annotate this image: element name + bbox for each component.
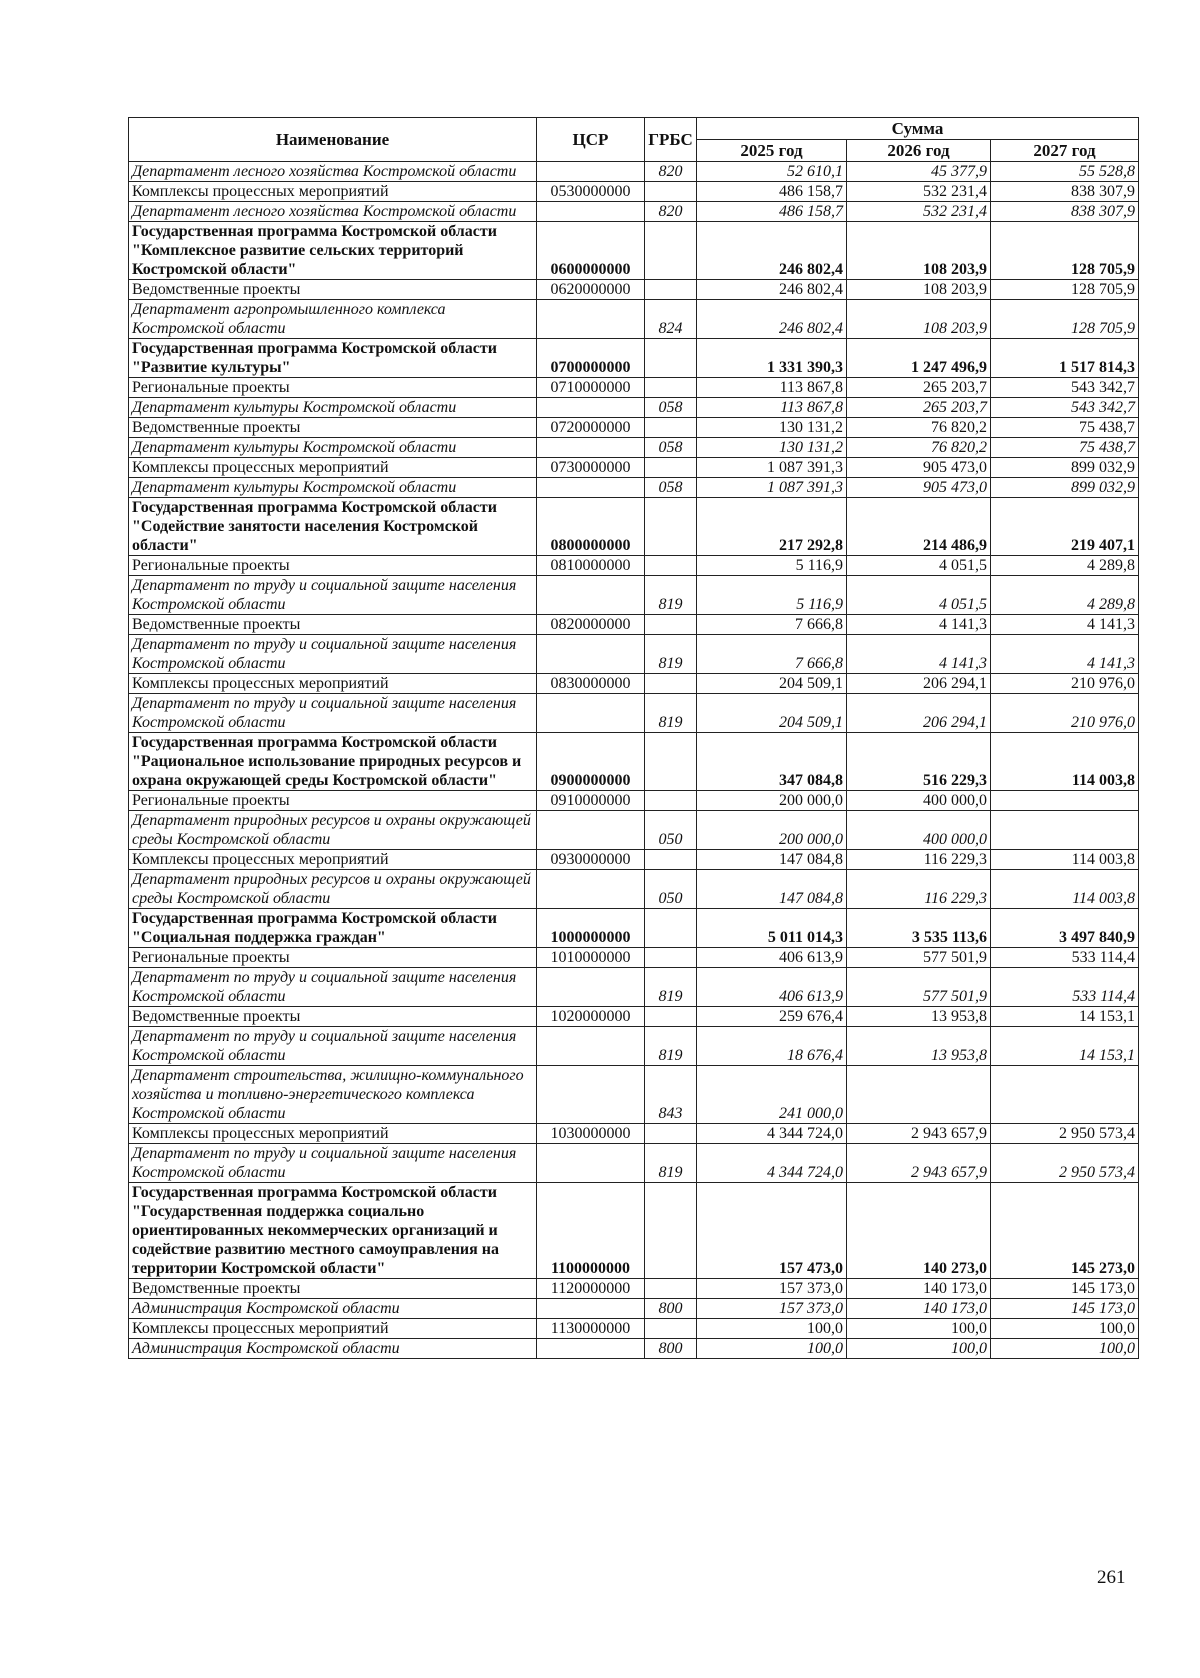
row-amount-2026: 532 231,4 xyxy=(847,202,991,222)
row-grbs-code xyxy=(645,1279,697,1299)
row-amount-2025: 7 666,8 xyxy=(697,615,847,635)
row-csr-code: 1130000000 xyxy=(537,1319,645,1339)
table-row xyxy=(129,694,1139,733)
table-row xyxy=(129,1124,1139,1144)
row-csr-code: 0820000000 xyxy=(537,615,645,635)
row-csr-code xyxy=(537,576,645,615)
row-amount-2026: 206 294,1 xyxy=(847,674,991,694)
row-grbs-code xyxy=(645,850,697,870)
table-row xyxy=(129,556,1139,576)
table-row xyxy=(129,498,1139,556)
row-amount-2027: 100,0 xyxy=(991,1339,1139,1359)
row-name: Региональные проекты xyxy=(129,948,537,968)
row-amount-2027: 210 976,0 xyxy=(991,674,1139,694)
row-csr-code: 0730000000 xyxy=(537,458,645,478)
row-grbs-code xyxy=(645,458,697,478)
table-row xyxy=(129,398,1139,418)
row-grbs-code: 824 xyxy=(645,300,697,339)
table-row xyxy=(129,968,1139,1007)
row-csr-code: 0810000000 xyxy=(537,556,645,576)
row-amount-2025: 347 084,8 xyxy=(697,733,847,791)
row-amount-2026: 265 203,7 xyxy=(847,398,991,418)
row-grbs-code xyxy=(645,1007,697,1027)
row-amount-2027: 2 950 573,4 xyxy=(991,1124,1139,1144)
row-amount-2025: 113 867,8 xyxy=(697,378,847,398)
row-amount-2027: 838 307,9 xyxy=(991,182,1139,202)
row-name: Департамент природных ресурсов и охраны окружающей среды Костромской области xyxy=(129,870,537,909)
table-row xyxy=(129,300,1139,339)
row-grbs-code: 819 xyxy=(645,1144,697,1183)
row-grbs-code: 800 xyxy=(645,1299,697,1319)
row-amount-2026: 577 501,9 xyxy=(847,948,991,968)
row-amount-2025: 1 087 391,3 xyxy=(697,458,847,478)
table-row xyxy=(129,280,1139,300)
row-name: Государственная программа Костромской области "Рациональное использование природных ресурсов и охрана окружающей среды Костромской области" xyxy=(129,733,537,791)
table-row xyxy=(129,458,1139,478)
table-row xyxy=(129,576,1139,615)
row-name: Департамент культуры Костромской области xyxy=(129,478,537,498)
header-csr: ЦСР xyxy=(537,118,645,162)
row-csr-code: 0900000000 xyxy=(537,733,645,791)
row-amount-2027: 543 342,7 xyxy=(991,378,1139,398)
table-row xyxy=(129,1183,1139,1279)
row-amount-2025: 200 000,0 xyxy=(697,791,847,811)
table-row xyxy=(129,202,1139,222)
row-amount-2027: 3 497 840,9 xyxy=(991,909,1139,948)
row-amount-2027: 128 705,9 xyxy=(991,300,1139,339)
row-amount-2025: 147 084,8 xyxy=(697,870,847,909)
row-grbs-code: 819 xyxy=(645,635,697,674)
budget-table xyxy=(128,117,1139,1359)
row-amount-2026: 532 231,4 xyxy=(847,182,991,202)
row-amount-2026: 3 535 113,6 xyxy=(847,909,991,948)
row-grbs-code xyxy=(645,339,697,378)
table-row xyxy=(129,1299,1139,1319)
row-amount-2027: 114 003,8 xyxy=(991,733,1139,791)
row-amount-2027: 75 438,7 xyxy=(991,418,1139,438)
row-name: Администрация Костромской области xyxy=(129,1339,537,1359)
row-amount-2027: 55 528,8 xyxy=(991,162,1139,182)
header-year-2026: 2026 год xyxy=(847,140,991,162)
row-csr-code: 1000000000 xyxy=(537,909,645,948)
row-name: Департамент по труду и социальной защите населения Костромской области xyxy=(129,1027,537,1066)
row-amount-2026: 76 820,2 xyxy=(847,418,991,438)
row-amount-2026: 76 820,2 xyxy=(847,438,991,458)
row-grbs-code xyxy=(645,791,697,811)
row-grbs-code xyxy=(645,182,697,202)
row-grbs-code: 800 xyxy=(645,1339,697,1359)
row-amount-2027: 838 307,9 xyxy=(991,202,1139,222)
row-amount-2026: 214 486,9 xyxy=(847,498,991,556)
row-csr-code: 0700000000 xyxy=(537,339,645,378)
row-amount-2027: 145 273,0 xyxy=(991,1183,1139,1279)
row-amount-2027: 899 032,9 xyxy=(991,458,1139,478)
row-grbs-code xyxy=(645,948,697,968)
row-amount-2025: 246 802,4 xyxy=(697,222,847,280)
row-name: Региональные проекты xyxy=(129,556,537,576)
row-name: Ведомственные проекты xyxy=(129,280,537,300)
row-amount-2027: 14 153,1 xyxy=(991,1007,1139,1027)
table-row xyxy=(129,615,1139,635)
table-row xyxy=(129,1319,1139,1339)
row-csr-code xyxy=(537,1299,645,1319)
row-csr-code xyxy=(537,1144,645,1183)
row-amount-2026: 108 203,9 xyxy=(847,222,991,280)
row-amount-2027 xyxy=(991,1066,1139,1124)
row-csr-code xyxy=(537,398,645,418)
row-amount-2026 xyxy=(847,1066,991,1124)
row-amount-2027: 4 141,3 xyxy=(991,635,1139,674)
row-grbs-code: 819 xyxy=(645,694,697,733)
row-csr-code: 1120000000 xyxy=(537,1279,645,1299)
row-amount-2026: 4 141,3 xyxy=(847,635,991,674)
row-grbs-code: 819 xyxy=(645,968,697,1007)
row-grbs-code xyxy=(645,733,697,791)
row-amount-2025: 486 158,7 xyxy=(697,202,847,222)
row-csr-code: 0530000000 xyxy=(537,182,645,202)
table-row xyxy=(129,1339,1139,1359)
row-name: Государственная программа Костромской области "Комплексное развитие сельских территорий Костромской области" xyxy=(129,222,537,280)
header-year-2025: 2025 год xyxy=(697,140,847,162)
row-name: Департамент по труду и социальной защите населения Костромской области xyxy=(129,635,537,674)
row-amount-2025: 204 509,1 xyxy=(697,694,847,733)
row-grbs-code: 050 xyxy=(645,870,697,909)
row-grbs-code: 819 xyxy=(645,1027,697,1066)
row-grbs-code: 058 xyxy=(645,398,697,418)
row-name: Администрация Костромской области xyxy=(129,1299,537,1319)
row-amount-2027: 4 289,8 xyxy=(991,556,1139,576)
row-name: Региональные проекты xyxy=(129,791,537,811)
row-name: Комплексы процессных мероприятий xyxy=(129,850,537,870)
row-grbs-code xyxy=(645,674,697,694)
row-csr-code: 0930000000 xyxy=(537,850,645,870)
row-amount-2025: 100,0 xyxy=(697,1339,847,1359)
row-name: Департамент агропромышленного комплекса Костромской области xyxy=(129,300,537,339)
row-amount-2026: 516 229,3 xyxy=(847,733,991,791)
table-row xyxy=(129,1066,1139,1124)
table-row xyxy=(129,1027,1139,1066)
row-grbs-code xyxy=(645,1319,697,1339)
row-csr-code: 0620000000 xyxy=(537,280,645,300)
row-grbs-code: 050 xyxy=(645,811,697,850)
table-row xyxy=(129,909,1139,948)
row-name: Департамент лесного хозяйства Костромской области xyxy=(129,202,537,222)
row-amount-2025: 18 676,4 xyxy=(697,1027,847,1066)
row-amount-2025: 130 131,2 xyxy=(697,438,847,458)
row-amount-2026: 577 501,9 xyxy=(847,968,991,1007)
row-grbs-code xyxy=(645,556,697,576)
row-amount-2025: 1 087 391,3 xyxy=(697,478,847,498)
row-name: Комплексы процессных мероприятий xyxy=(129,1319,537,1339)
row-amount-2025: 5 116,9 xyxy=(697,556,847,576)
row-amount-2025: 259 676,4 xyxy=(697,1007,847,1027)
row-name: Департамент культуры Костромской области xyxy=(129,438,537,458)
row-amount-2026: 108 203,9 xyxy=(847,300,991,339)
row-name: Комплексы процессных мероприятий xyxy=(129,1124,537,1144)
row-amount-2027: 145 173,0 xyxy=(991,1299,1139,1319)
row-amount-2025: 113 867,8 xyxy=(697,398,847,418)
row-name: Департамент культуры Костромской области xyxy=(129,398,537,418)
row-csr-code: 1020000000 xyxy=(537,1007,645,1027)
row-amount-2026: 108 203,9 xyxy=(847,280,991,300)
row-csr-code: 0710000000 xyxy=(537,378,645,398)
row-name: Комплексы процессных мероприятий xyxy=(129,182,537,202)
table-row xyxy=(129,162,1139,182)
table-row xyxy=(129,182,1139,202)
row-grbs-code: 819 xyxy=(645,576,697,615)
row-name: Государственная программа Костромской области "Содействие занятости населения Костромской области" xyxy=(129,498,537,556)
table-row xyxy=(129,1007,1139,1027)
row-amount-2026: 400 000,0 xyxy=(847,791,991,811)
table-row xyxy=(129,870,1139,909)
row-amount-2025: 5 116,9 xyxy=(697,576,847,615)
row-csr-code xyxy=(537,300,645,339)
row-csr-code: 1030000000 xyxy=(537,1124,645,1144)
row-csr-code xyxy=(537,694,645,733)
table-row xyxy=(129,635,1139,674)
row-grbs-code: 820 xyxy=(645,162,697,182)
row-amount-2026: 140 273,0 xyxy=(847,1183,991,1279)
table-body xyxy=(129,162,1139,1359)
row-amount-2027: 14 153,1 xyxy=(991,1027,1139,1066)
header-grbs: ГРБС xyxy=(645,118,697,162)
table-row xyxy=(129,674,1139,694)
row-amount-2027: 114 003,8 xyxy=(991,850,1139,870)
row-grbs-code xyxy=(645,498,697,556)
row-amount-2025: 1 331 390,3 xyxy=(697,339,847,378)
row-name: Государственная программа Костромской области "Социальная поддержка граждан" xyxy=(129,909,537,948)
row-amount-2026: 2 943 657,9 xyxy=(847,1144,991,1183)
row-name: Департамент по труду и социальной защите населения Костромской области xyxy=(129,694,537,733)
row-amount-2027: 2 950 573,4 xyxy=(991,1144,1139,1183)
row-amount-2027: 100,0 xyxy=(991,1319,1139,1339)
row-amount-2027: 210 976,0 xyxy=(991,694,1139,733)
row-csr-code: 0910000000 xyxy=(537,791,645,811)
header-name: Наименование xyxy=(129,118,537,162)
row-amount-2025: 246 802,4 xyxy=(697,280,847,300)
row-amount-2025: 4 344 724,0 xyxy=(697,1144,847,1183)
row-name: Ведомственные проекты xyxy=(129,1279,537,1299)
row-amount-2026: 13 953,8 xyxy=(847,1027,991,1066)
table-row xyxy=(129,948,1139,968)
row-amount-2025: 7 666,8 xyxy=(697,635,847,674)
row-amount-2027: 4 289,8 xyxy=(991,576,1139,615)
row-csr-code: 1010000000 xyxy=(537,948,645,968)
row-grbs-code: 843 xyxy=(645,1066,697,1124)
row-amount-2025: 52 610,1 xyxy=(697,162,847,182)
row-amount-2025: 5 011 014,3 xyxy=(697,909,847,948)
table-row xyxy=(129,1144,1139,1183)
header-sum: Сумма xyxy=(697,118,1139,140)
row-amount-2025: 406 613,9 xyxy=(697,948,847,968)
row-grbs-code: 058 xyxy=(645,478,697,498)
row-csr-code xyxy=(537,438,645,458)
row-name: Ведомственные проекты xyxy=(129,615,537,635)
row-amount-2025: 241 000,0 xyxy=(697,1066,847,1124)
row-amount-2027: 114 003,8 xyxy=(991,870,1139,909)
row-csr-code xyxy=(537,202,645,222)
row-amount-2026: 1 247 496,9 xyxy=(847,339,991,378)
table-row xyxy=(129,378,1139,398)
row-amount-2025: 147 084,8 xyxy=(697,850,847,870)
row-csr-code: 0800000000 xyxy=(537,498,645,556)
table-header xyxy=(129,118,1139,162)
table-row xyxy=(129,733,1139,791)
table-row xyxy=(129,1279,1139,1299)
row-amount-2027: 128 705,9 xyxy=(991,280,1139,300)
row-grbs-code: 058 xyxy=(645,438,697,458)
row-amount-2025: 130 131,2 xyxy=(697,418,847,438)
row-grbs-code: 820 xyxy=(645,202,697,222)
row-amount-2025: 100,0 xyxy=(697,1319,847,1339)
row-csr-code xyxy=(537,1027,645,1066)
row-name: Департамент лесного хозяйства Костромской области xyxy=(129,162,537,182)
row-csr-code: 1100000000 xyxy=(537,1183,645,1279)
table-row xyxy=(129,438,1139,458)
row-csr-code xyxy=(537,870,645,909)
row-grbs-code xyxy=(645,378,697,398)
row-amount-2027: 145 173,0 xyxy=(991,1279,1139,1299)
row-amount-2027: 1 517 814,3 xyxy=(991,339,1139,378)
row-name: Комплексы процессных мероприятий xyxy=(129,458,537,478)
row-name: Департамент природных ресурсов и охраны окружающей среды Костромской области xyxy=(129,811,537,850)
table-row xyxy=(129,478,1139,498)
row-grbs-code xyxy=(645,1124,697,1144)
row-amount-2026: 100,0 xyxy=(847,1319,991,1339)
table-row xyxy=(129,811,1139,850)
row-amount-2025: 157 373,0 xyxy=(697,1299,847,1319)
row-amount-2026: 265 203,7 xyxy=(847,378,991,398)
row-amount-2026: 100,0 xyxy=(847,1339,991,1359)
row-amount-2027 xyxy=(991,811,1139,850)
row-grbs-code xyxy=(645,418,697,438)
row-csr-code xyxy=(537,1339,645,1359)
row-grbs-code xyxy=(645,1183,697,1279)
row-amount-2025: 204 509,1 xyxy=(697,674,847,694)
row-amount-2027: 533 114,4 xyxy=(991,968,1139,1007)
row-amount-2025: 406 613,9 xyxy=(697,968,847,1007)
row-amount-2025: 246 802,4 xyxy=(697,300,847,339)
row-csr-code xyxy=(537,1066,645,1124)
row-amount-2026: 4 051,5 xyxy=(847,576,991,615)
row-amount-2026: 4 141,3 xyxy=(847,615,991,635)
row-csr-code xyxy=(537,635,645,674)
row-name: Ведомственные проекты xyxy=(129,418,537,438)
row-name: Государственная программа Костромской области "Государственная поддержка социально ориентированных некоммерческих организаций и содействие развитию местного самоуправления на территории Костромской области" xyxy=(129,1183,537,1279)
row-name: Департамент строительства, жилищно-коммунального хозяйства и топливно-энергетического комплекса Костромской области xyxy=(129,1066,537,1124)
row-name: Государственная программа Костромской области "Развитие культуры" xyxy=(129,339,537,378)
row-amount-2026: 140 173,0 xyxy=(847,1299,991,1319)
row-amount-2027: 543 342,7 xyxy=(991,398,1139,418)
row-amount-2027: 4 141,3 xyxy=(991,615,1139,635)
table-row xyxy=(129,222,1139,280)
row-amount-2027: 533 114,4 xyxy=(991,948,1139,968)
row-amount-2026: 4 051,5 xyxy=(847,556,991,576)
row-csr-code: 0830000000 xyxy=(537,674,645,694)
row-name: Ведомственные проекты xyxy=(129,1007,537,1027)
row-grbs-code xyxy=(645,615,697,635)
row-grbs-code xyxy=(645,909,697,948)
row-amount-2027 xyxy=(991,791,1139,811)
row-csr-code xyxy=(537,478,645,498)
row-csr-code xyxy=(537,968,645,1007)
table-row xyxy=(129,339,1139,378)
row-amount-2026: 905 473,0 xyxy=(847,458,991,478)
row-csr-code: 0720000000 xyxy=(537,418,645,438)
row-amount-2027: 899 032,9 xyxy=(991,478,1139,498)
row-name: Департамент по труду и социальной защите населения Костромской области xyxy=(129,968,537,1007)
row-amount-2027: 128 705,9 xyxy=(991,222,1139,280)
row-name: Комплексы процессных мероприятий xyxy=(129,674,537,694)
row-amount-2027: 75 438,7 xyxy=(991,438,1139,458)
row-grbs-code xyxy=(645,280,697,300)
row-amount-2026: 140 173,0 xyxy=(847,1279,991,1299)
row-amount-2025: 200 000,0 xyxy=(697,811,847,850)
row-csr-code: 0600000000 xyxy=(537,222,645,280)
row-csr-code xyxy=(537,811,645,850)
row-name: Региональные проекты xyxy=(129,378,537,398)
row-name: Департамент по труду и социальной защите населения Костромской области xyxy=(129,1144,537,1183)
row-grbs-code xyxy=(645,222,697,280)
row-amount-2026: 400 000,0 xyxy=(847,811,991,850)
row-amount-2026: 2 943 657,9 xyxy=(847,1124,991,1144)
row-amount-2026: 45 377,9 xyxy=(847,162,991,182)
header-year-2027: 2027 год xyxy=(991,140,1139,162)
table-row xyxy=(129,850,1139,870)
row-amount-2025: 4 344 724,0 xyxy=(697,1124,847,1144)
row-amount-2025: 486 158,7 xyxy=(697,182,847,202)
row-amount-2027: 219 407,1 xyxy=(991,498,1139,556)
row-amount-2026: 13 953,8 xyxy=(847,1007,991,1027)
row-amount-2026: 905 473,0 xyxy=(847,478,991,498)
row-csr-code xyxy=(537,162,645,182)
row-amount-2025: 157 473,0 xyxy=(697,1183,847,1279)
row-name: Департамент по труду и социальной защите населения Костромской области xyxy=(129,576,537,615)
row-amount-2026: 116 229,3 xyxy=(847,850,991,870)
row-amount-2025: 217 292,8 xyxy=(697,498,847,556)
row-amount-2026: 206 294,1 xyxy=(847,694,991,733)
page-number: 261 xyxy=(1097,1567,1126,1588)
row-amount-2025: 157 373,0 xyxy=(697,1279,847,1299)
table-row xyxy=(129,791,1139,811)
row-amount-2026: 116 229,3 xyxy=(847,870,991,909)
table-row xyxy=(129,418,1139,438)
